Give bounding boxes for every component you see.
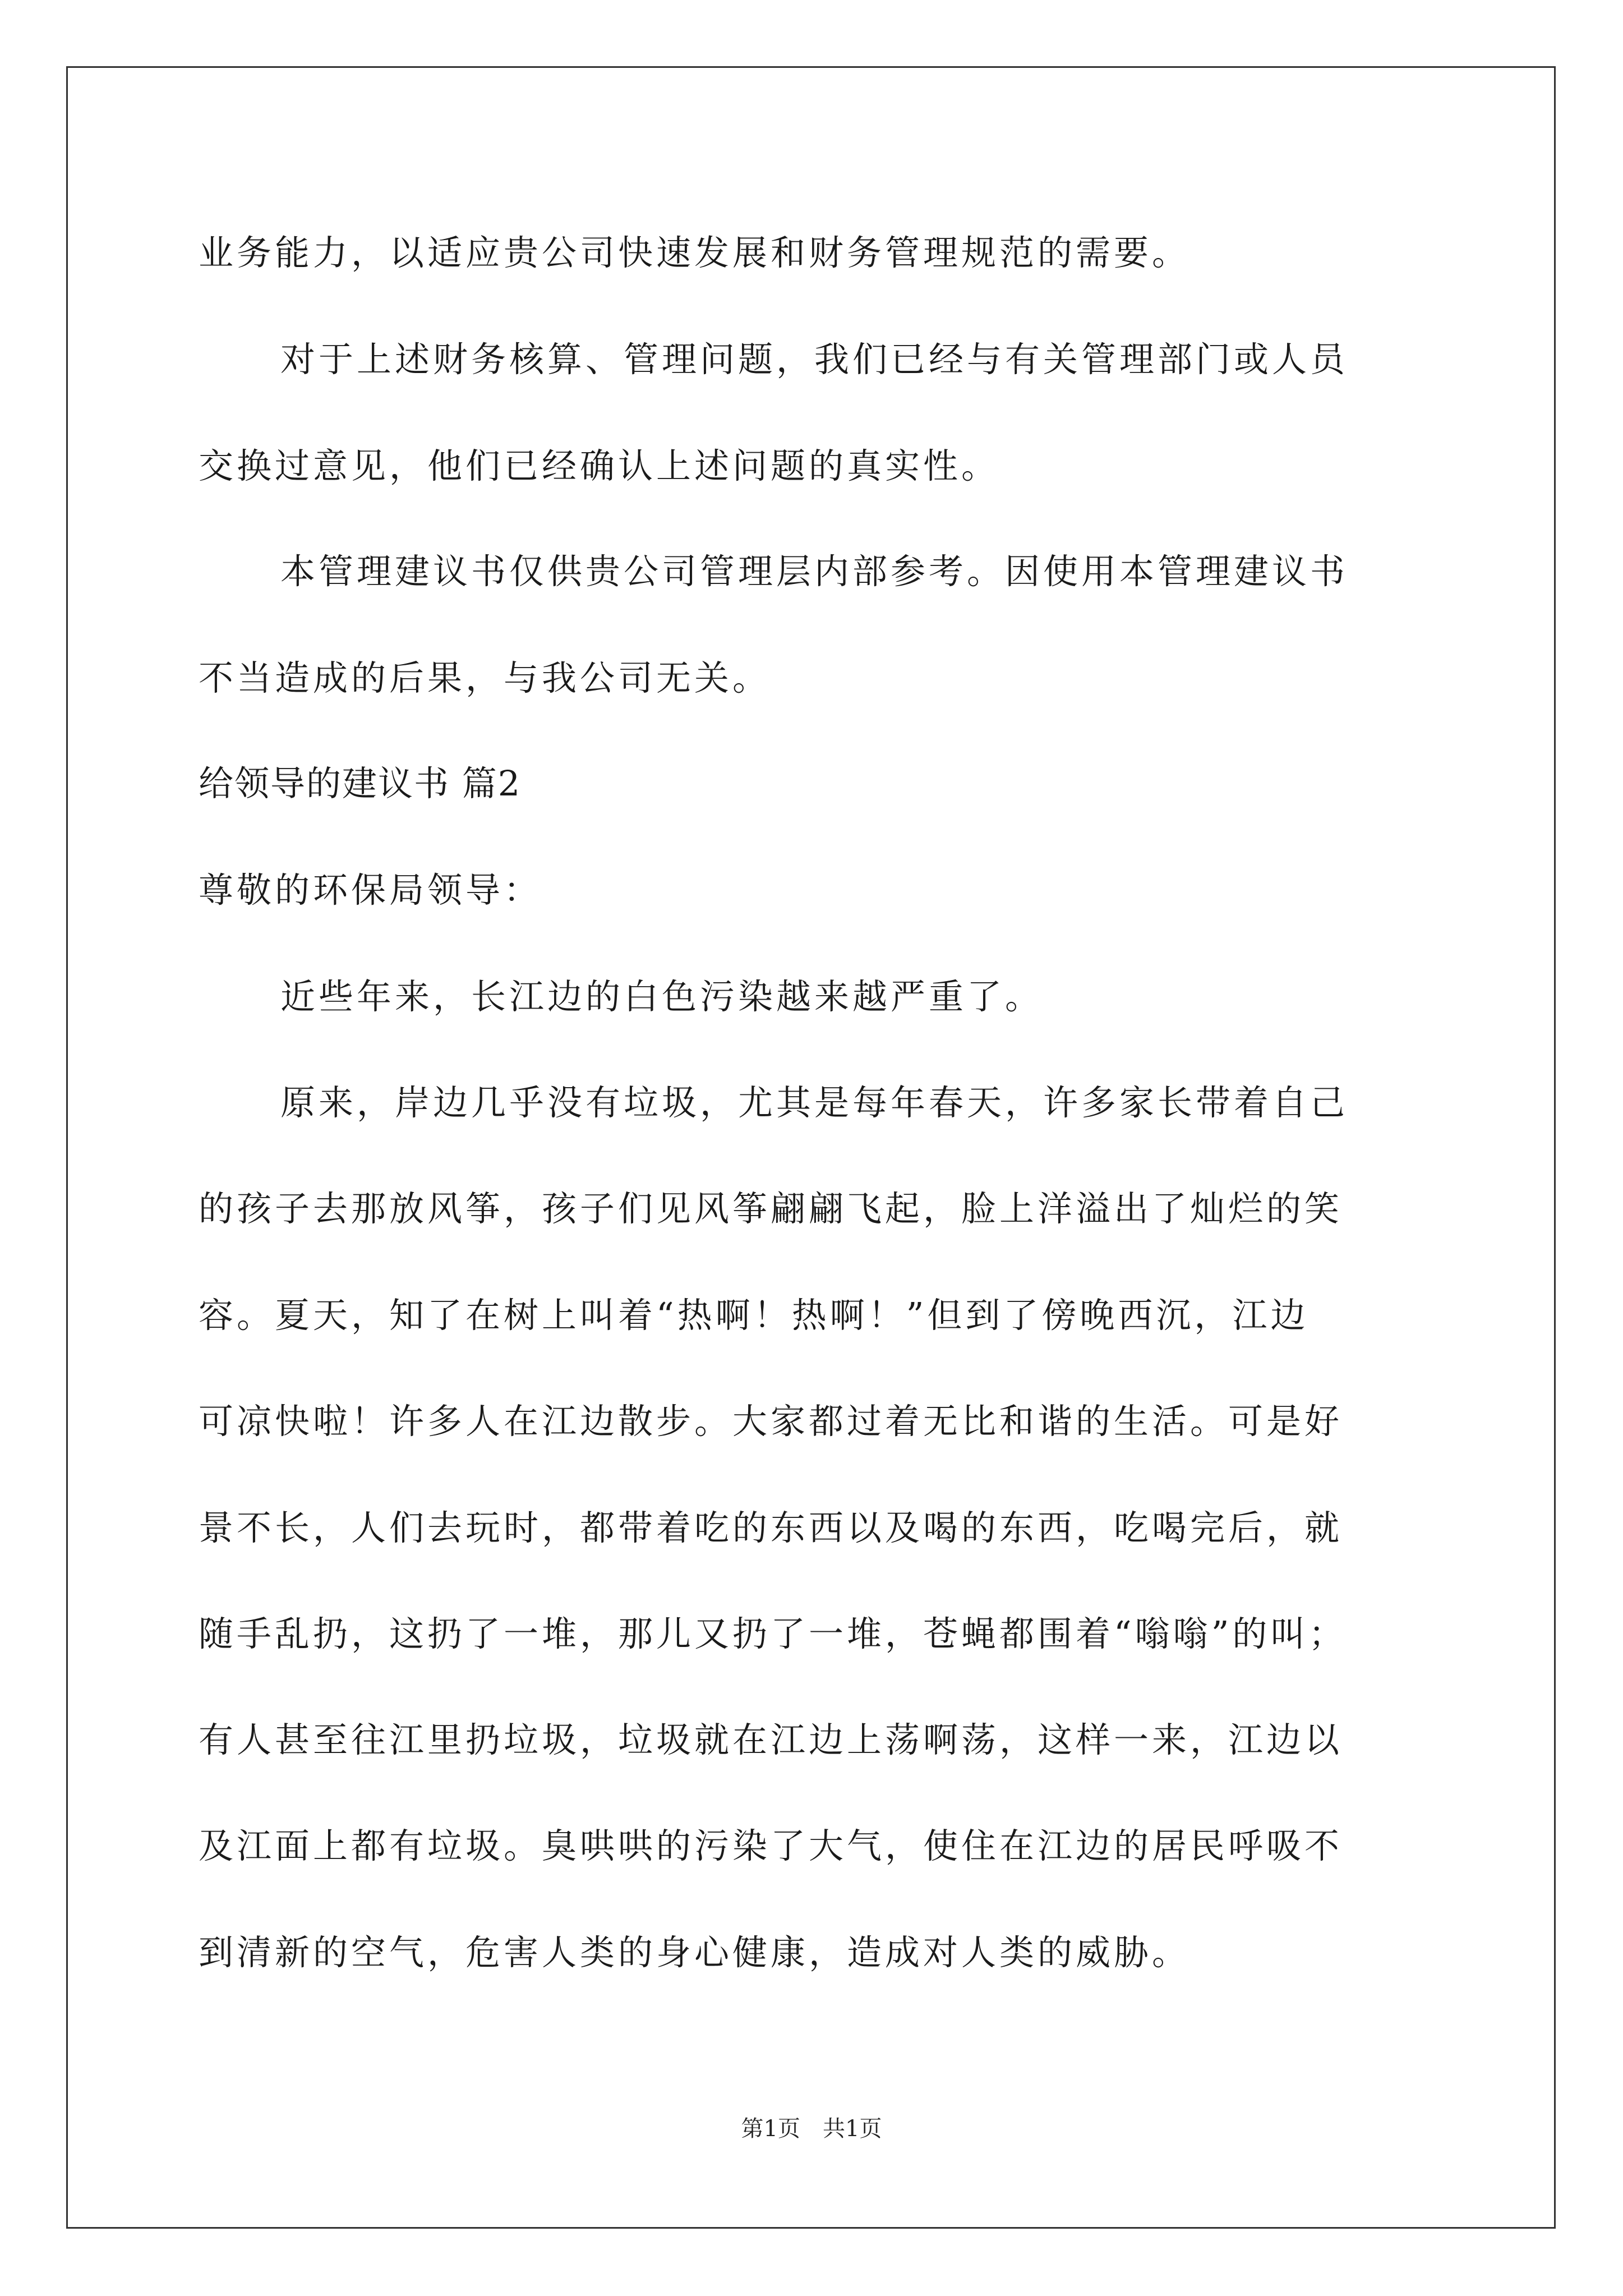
text-line: 随手乱扔，这扔了一堆，那儿又扔了一堆，苍蝇都围着“嗡嗡”的叫；	[199, 1613, 1347, 1654]
text-line: 的孩子去那放风筝，孩子们见风筝翩翩飞起，脸上洋溢出了灿烂的笑	[199, 1188, 1343, 1229]
text-line: 业务能力，以适应贵公司快速发展和财务管理规范的需要。	[199, 232, 1191, 273]
text-line: 容。夏天，知了在树上叫着“热啊！热啊！”但到了傍晚西沉，江边	[199, 1295, 1309, 1336]
text-line: 及江面上都有垃圾。臭哄哄的污染了大气，使住在江边的居民呼吸不	[199, 1825, 1343, 1866]
text-line: 对于上述财务核算、管理问题，我们已经与有关管理部门或人员	[280, 339, 1349, 380]
text-line: 本管理建议书仅供贵公司管理层内部参考。因使用本管理建议书	[280, 551, 1349, 592]
page-footer: 第1页 共1页	[741, 2116, 882, 2142]
section-heading: 给领导的建议书 篇2	[199, 763, 522, 804]
text-line: 有人甚至往江里扔垃圾，垃圾就在江边上荡啊荡，这样一来，江边以	[199, 1719, 1343, 1760]
salutation: 尊敬的环保局领导：	[199, 869, 542, 910]
text-line: 近些年来，长江边的白色污染越来越严重了。	[280, 976, 1044, 1017]
text-line: 交换过意见，他们已经确认上述问题的真实性。	[199, 445, 1000, 486]
text-line: 原来，岸边几乎没有垃圾，尤其是每年春天，许多家长带着自己	[280, 1082, 1349, 1123]
text-line: 不当造成的后果，与我公司无关。	[199, 657, 771, 698]
text-line: 景不长，人们去玩时，都带着吃的东西以及喝的东西，吃喝完后，就	[199, 1507, 1343, 1548]
text-line: 到清新的空气，危害人类的身心健康，造成对人类的威胁。	[199, 1932, 1191, 1973]
page-border	[66, 66, 1556, 2229]
text-line: 可凉快啦！许多人在江边散步。大家都过着无比和谐的生活。可是好	[199, 1401, 1343, 1442]
